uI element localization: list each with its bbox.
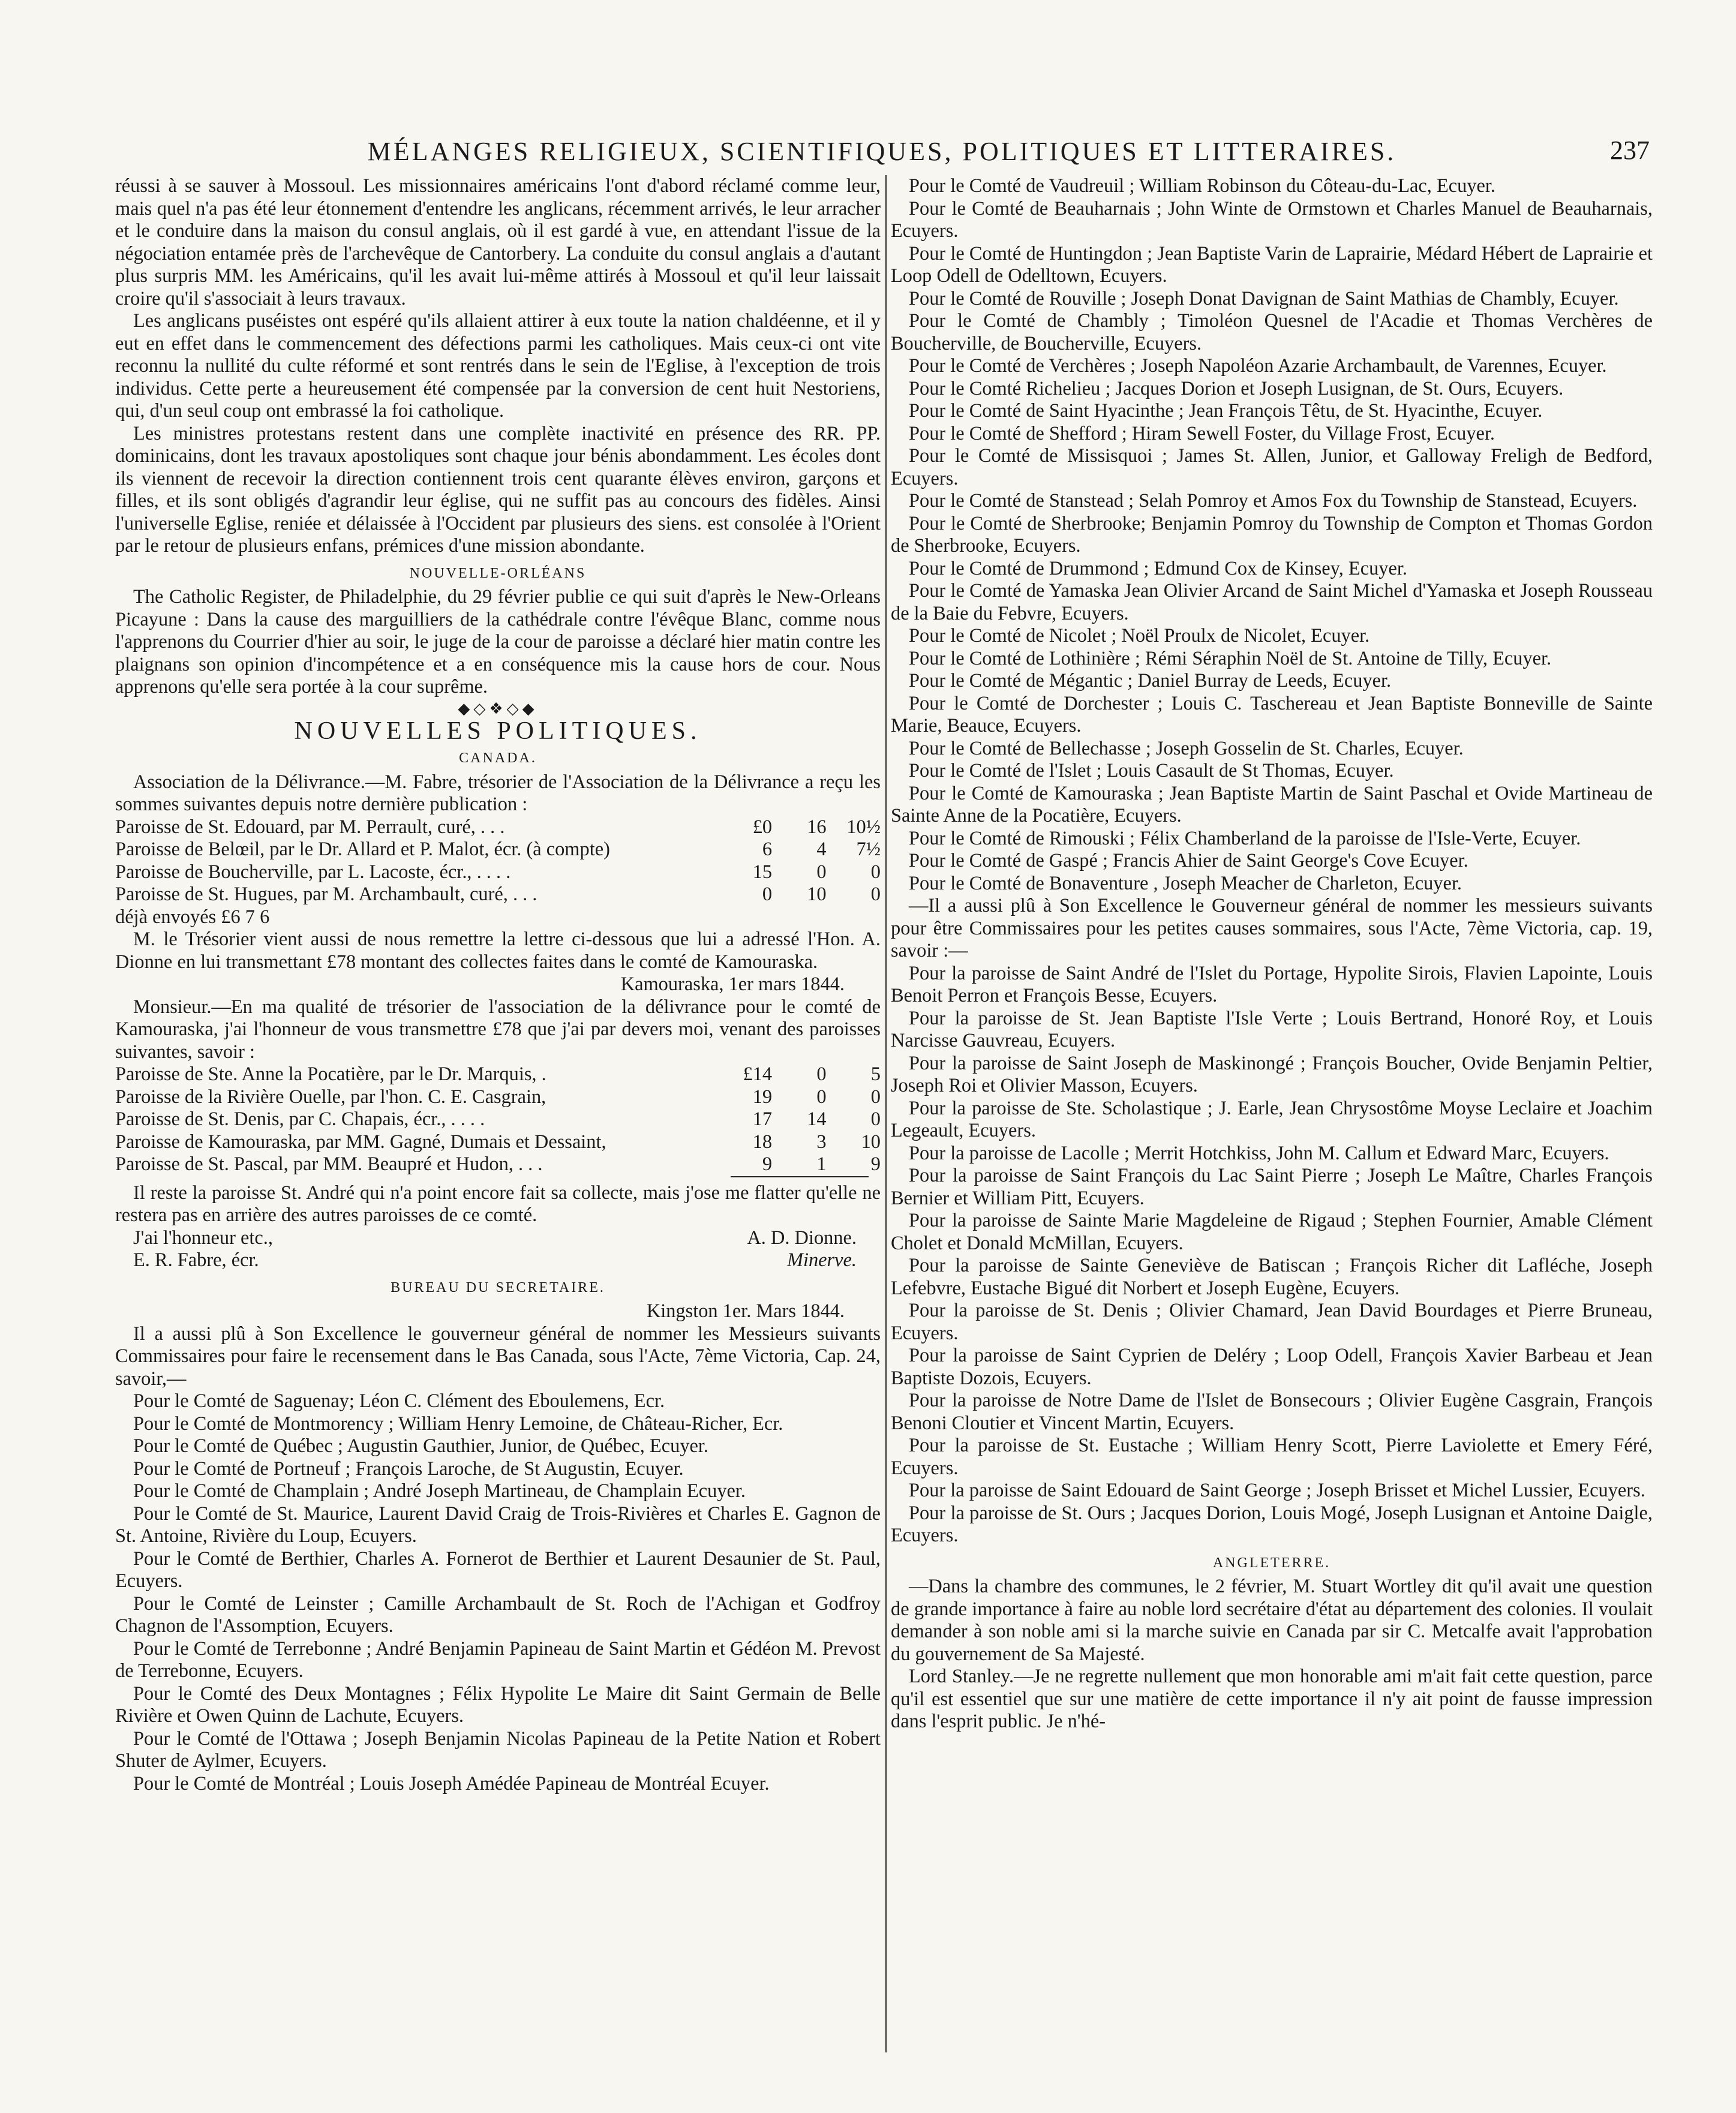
row-label: Paroisse de Boucherville, par L. Lacoste, écr., . . . . [115, 861, 511, 883]
list-item: Pour le Comté de Shefford ; Hiram Sewell Foster, du Village Frost, Ecuyer. [909, 422, 1495, 444]
shillings: 10 [807, 883, 827, 905]
list-item: Pour le Comté de Vaudreuil ; William Robinson du Côteau-du-Lac, Ecuyer. [909, 175, 1496, 197]
list-item: Pour la paroisse de Ste. Scholastique ; J. Earle, Jean Chrysostôme Moyse Leclaire et Joachim Legeault, Ecuyers. [891, 1097, 1653, 1141]
table-row [115, 1063, 881, 1086]
list-item: Pour le Comté de Kamouraska ; Jean Baptiste Martin de Saint Paschal et Ovide Martineau de Sainte Anne de la Pocatière, Ecuyers. [891, 782, 1653, 826]
row-label: Paroisse de Ste. Anne la Pocatière, par le Dr. Marquis, . [115, 1063, 546, 1085]
small-causes-list [891, 963, 1653, 1547]
signature-line [115, 1249, 881, 1272]
row-label: Paroisse de la Rivière Ouelle, par l'hon. C. E. Casgrain, [115, 1086, 546, 1108]
commissioner-list [115, 1390, 881, 1795]
row-label: Paroisse de St. Denis, par C. Chapais, écr., . . . . [115, 1108, 485, 1130]
shillings: 1 [816, 1153, 827, 1175]
list-item: Pour le Comté de Drummond ; Edmund Cox de Kinsey, Ecuyer. [909, 557, 1407, 579]
list-item: Pour le Comté Richelieu ; Jacques Dorion et Joseph Lusignan, de St. Ours, Ecuyers. [909, 377, 1564, 399]
pounds: 6 [762, 838, 773, 860]
pounds: 19 [752, 1086, 773, 1108]
list-item: Pour la paroisse de St. Denis ; Olivier Chamard, Jean David Bourdages et Pierre Bruneau, Ecuyers. [891, 1300, 1653, 1344]
table-row [115, 1108, 881, 1131]
pence: 7½ [856, 838, 881, 860]
list-item: Pour le Comté de Terrebonne ; André Benjamin Papineau de Saint Martin et Gédéon M. Prevost de Terrebonne, Ecuyers. [115, 1637, 881, 1682]
paragraph: Association de la Délivrance.—M. Fabre, trésorier de l'Association de la Délivrance a reçu les sommes suivantes depuis notre dernière publication : [115, 771, 881, 815]
pounds: 17 [752, 1108, 773, 1130]
list-item: Pour le Comté de l'Islet ; Louis Casault de St Thomas, Ecuyer. [909, 760, 1394, 782]
paragraph: The Catholic Register, de Philadelphie, du 29 février publie ce qui suit d'après le New-Orleans Picayune : Dans la cause des marguilliers de la cathédrale contre l'évêque Blanc, comme nous l'apprenons du Courrier d'hier au soir, le juge de la cour de paroisse a déclaré hier matin contre les plaignans son opinion d'incompétence et a en conséquence mis la cause hors de cour. Nous apprenons qu'elle sera portée à la cour suprême. [115, 586, 881, 698]
list-item: Pour le Comté de l'Ottawa ; Joseph Benjamin Nicolas Papineau de la Petite Nation et Robert Shuter de Aylmer, Ecuyers. [115, 1727, 881, 1772]
paragraph: M. le Trésorier vient aussi de nous remettre la lettre ci-dessous que lui a adressé l'Hon. A. Dionne en lui transmettant £78 montant des collectes faites dans le comté de Kamouraska. [115, 928, 881, 973]
pence: 0 [870, 1108, 881, 1130]
commissioner-list [891, 175, 1653, 895]
list-item: Pour la paroisse de St. Ours ; Jacques Dorion, Louis Mogé, Joseph Lusignan et Antoine Daigle, Ecuyers. [891, 1502, 1653, 1546]
row-label: Paroisse de St. Pascal, par MM. Beaupré et Hudon, . . . [115, 1153, 543, 1175]
subscription-table-2 [115, 1063, 881, 1182]
addressee: E. R. Fabre, écr. [133, 1249, 259, 1271]
list-item: Pour le Comté de Montréal ; Louis Joseph Amédée Papineau de Montréal Ecuyer. [133, 1772, 770, 1795]
signature-line [115, 1227, 881, 1250]
list-item: Pour le Comté de Chambly ; Timoléon Quesnel de l'Acadie et Thomas Verchères de Boucherville, de Boucherville, Ecuyers. [891, 310, 1653, 354]
row-label: Paroisse de Belœil, par le Dr. Allard et P. Malot, écr. (à compte) [115, 838, 610, 860]
list-item: Pour le Comté de Champlain ; André Joseph Martineau, de Champlain Ecuyer. [133, 1480, 746, 1502]
table-row [115, 1153, 881, 1176]
pounds: £0 [752, 816, 773, 838]
list-item: Pour le Comté de Missisquoi ; James St. Allen, Junior, et Galloway Freligh de Bedford, Ecuyers. [891, 445, 1653, 489]
list-item: Pour le Comté de Huntingdon ; Jean Baptiste Varin de Laprairie, Médard Hébert de Laprairie et Loop Odell de Odelltown, Ecuyers. [891, 242, 1653, 287]
paragraph: Monsieur.—En ma qualité de trésorier de l'association de la délivrance pour le comté de Kamouraska, j'ai l'honneur de vous transmettre £78 que j'ai par devers moi, venant des paroisses suivantes, savoir : [115, 996, 881, 1063]
left-column [115, 175, 881, 2070]
paragraph: déjà envoyés £6 7 6 [115, 906, 270, 928]
section-title: NOUVELLES POLITIQUES. [294, 717, 702, 745]
list-item: Pour le Comté de Leinster ; Camille Archambault de St. Roch de l'Achigan et Godfroy Chagnon de l'Assomption, Ecuyers. [115, 1592, 881, 1637]
row-label: Paroisse de St. Edouard, par M. Perrault, curé, . . . [115, 816, 505, 838]
list-item: Pour la paroisse de Saint Joseph de Maskinongé ; François Boucher, Ovide Benjamin Peltier, Joseph Roi et Olivier Masson, Ecuyers. [891, 1052, 1653, 1096]
section-heading: NOUVELLE-ORLÉANS [409, 565, 587, 581]
shillings: 14 [807, 1108, 827, 1130]
table-row [115, 816, 881, 839]
list-item: Pour le Comté de Montmorency ; William Henry Lemoine, de Château-Richer, Ecr. [133, 1412, 783, 1435]
list-item: Pour le Comté de Nicolet ; Noël Proulx de Nicolet, Ecuyer. [909, 625, 1370, 647]
paragraph: Il a aussi plû à Son Excellence le gouverneur général de nommer les Messieurs suivants Commissaires pour faire le recensement dans le Bas Canada, sous l'Acte, 7ème Victoria, Cap. 24, savoir,— [115, 1322, 881, 1390]
list-item: Pour la paroisse de Saint Edouard de Saint George ; Joseph Brisset et Michel Lussier, Ecuyers. [909, 1480, 1645, 1501]
list-item: Pour le Comté de Berthier, Charles A. Fornerot de Berthier et Laurent Desaunier de St. Paul, Ecuyers. [115, 1547, 881, 1592]
closing: J'ai l'honneur etc., [133, 1227, 273, 1249]
pence: 10½ [846, 816, 881, 838]
pounds: 0 [762, 883, 773, 905]
section-heading: ANGLETERRE. [1212, 1555, 1331, 1571]
table-row [115, 1086, 881, 1109]
list-item: Pour le Comté de Rimouski ; Félix Chamberland de la paroisse de l'Isle-Verte, Ecuyer. [909, 827, 1581, 849]
pounds: 9 [762, 1153, 773, 1175]
dateline: Kingston 1er. Mars 1844. [646, 1300, 845, 1322]
table-row [115, 861, 881, 884]
right-column [891, 175, 1653, 2070]
paragraph: Lord Stanley.—Je ne regrette nullement que mon honorable ami m'ait fait cette question, parce qu'il est essentiel que sur une matière de cette importance il n'y ait point de fausse impression dans l'esprit public. Je n'hé- [891, 1666, 1653, 1732]
list-item: Pour le Comté de Mégantic ; Daniel Burray de Leeds, Ecuyer. [909, 670, 1392, 692]
list-item: Pour la paroisse de Sainte Geneviève de Batiscan ; François Richer dit Lafléche, Joseph Lefebvre, Eustache Bigué dit Norbert et Joseph Eugène, Ecuyers. [891, 1255, 1653, 1299]
list-item: Pour le Comté de Yamaska Jean Olivier Arcand de Saint Michel d'Yamaska et Joseph Rousseau de la Baie du Febvre, Ecuyers. [891, 580, 1653, 624]
list-item: Pour la paroisse de Saint François du Lac Saint Pierre ; Joseph Le Maître, Charles François Bernier et William Pitt, Ecuyers. [891, 1165, 1653, 1209]
pounds: £14 [743, 1063, 773, 1085]
list-item: Pour le Comté de Verchères ; Joseph Napoléon Azarie Archambault, de Varennes, Ecuyer. [909, 355, 1607, 377]
list-item: Pour le Comté de Dorchester ; Louis C. Taschereau et Jean Baptiste Bonneville de Sainte Marie, Beauce, Ecuyers. [891, 692, 1653, 737]
pence: 5 [870, 1063, 881, 1085]
list-item: Pour le Comté de Sherbrooke; Benjamin Pomroy du Township de Compton et Thomas Gordon de Sherbrooke, Ecuyers. [891, 512, 1653, 557]
section-heading: CANADA. [459, 750, 537, 766]
list-item: Pour le Comté des Deux Montagnes ; Félix Hypolite Le Maire dit Saint Germain de Belle Rivière et Owen Quinn de Lachute, Ecuyers. [115, 1682, 881, 1727]
ornament-divider: ◆◇❖◇◆ [458, 699, 538, 717]
table-row [115, 1131, 881, 1154]
list-item: Pour le Comté de Saguenay; Léon C. Clément des Eboulemens, Ecr. [133, 1390, 665, 1412]
shillings: 0 [816, 1063, 827, 1085]
list-item: Pour le Comté de St. Maurice, Laurent David Craig de Trois-Rivières et Charles E. Gagnon de St. Antoine, Rivière du Loup, Ecuyers. [115, 1502, 881, 1547]
list-item: Pour la paroisse de Saint André de l'Islet du Portage, Hypolite Sirois, Flavien Lapointe, Louis Benoit Perron et François Besse, Ecuyers. [891, 962, 1653, 1006]
paragraph: Les anglicans puséistes ont espéré qu'ils allaient attirer à eux toute la nation chaldéenne, et il y eut en effet dans le commencement des défections parmi les catholiques. Mais ceux-ci ont vite reconnu la nullité du culte réformé et sont rentrés dans le sein de l'Eglise, à l'exception de trois individus. Cette perte a heureusement été compensée par la conversion de cent huit Nestoriens, qui, d'un seul coup ont embrassé la foi catholique. [115, 310, 881, 422]
list-item: Pour le Comté de Beauharnais ; John Winte de Ormstown et Charles Manuel de Beauharnais, Ecuyers. [891, 197, 1653, 242]
source: Minerve. [786, 1249, 857, 1271]
pence: 9 [870, 1153, 881, 1175]
paragraph: réussi à se sauver à Mossoul. Les missionnaires américains l'ont d'abord réclamé comme leur, mais quel n'a pas été leur étonnement d'entendre les anglicans, récemment arrivés, le leur arracher et le conduire dans la maison du consul anglais, où il est gardé à vue, en attendant l'issue de la négociation entamée près de l'archevêque de Cantorbery. La conduite du consul anglais a d'autant plus surpris MM. les Américains, qu'il les avait lui-même attirés à Mossoul et qu'il leur laissait croire qu'il s'associait à leurs travaux. [115, 175, 881, 309]
table-row [115, 838, 881, 861]
section-heading: BUREAU DU SECRETAIRE. [391, 1279, 605, 1296]
list-item: Pour la paroisse de Sainte Marie Magdeleine de Rigaud ; Stephen Fournier, Amable Clément Cholet et Donald McMillan, Ecuyers. [891, 1210, 1653, 1254]
pence: 0 [870, 1086, 881, 1108]
shillings: 3 [816, 1131, 827, 1153]
list-item: Pour la paroisse de Lacolle ; Merrit Hotchkiss, John M. Callum et Edward Marc, Ecuyers. [909, 1142, 1609, 1164]
shillings: 0 [816, 1086, 827, 1108]
list-item: Pour le Comté de Bonaventure , Joseph Meacher de Charleton, Ecuyer. [909, 872, 1462, 894]
row-label: Paroisse de Kamouraska, par MM. Gagné, Dumais et Dessaint, [115, 1131, 606, 1153]
page-header [114, 125, 1650, 167]
list-item: Pour le Comté de Rouville ; Joseph Donat Davignan de Saint Mathias de Chambly, Ecuyer. [909, 287, 1619, 309]
paragraph: —Il a aussi plû à Son Excellence le Gouverneur général de nommer les messieurs suivants pour être Commissaires pour les petites causes sommaires, sous l'Acte, 7ème Victoria, cap. 19, savoir :— [891, 895, 1653, 961]
list-item: Pour la paroisse de Saint Cyprien de Deléry ; Loop Odell, François Xavier Barbeau et Jean Baptiste Dozois, Ecuyers. [891, 1345, 1653, 1389]
signatory: A. D. Dionne. [747, 1227, 857, 1249]
pence: 0 [870, 861, 881, 883]
table-row [115, 883, 881, 906]
list-item: Pour la paroisse de St. Eustache ; William Henry Scott, Pierre Laviolette et Emery Féré, Ecuyers. [891, 1435, 1653, 1479]
pounds: 18 [752, 1131, 773, 1153]
list-item: Pour la paroisse de St. Jean Baptiste l'Isle Verte ; Louis Bertrand, Honoré Roy, et Louis Narcisse Gauvreau, Ecuyers. [891, 1007, 1653, 1051]
list-item: Pour le Comté de Gaspé ; Francis Ahier de Saint George's Cove Ecuyer. [909, 850, 1468, 871]
total-rule [731, 1176, 869, 1182]
pence: 0 [870, 883, 881, 905]
list-item: Pour le Comté de Lothinière ; Rémi Séraphin Noël de St. Antoine de Tilly, Ecuyer. [909, 647, 1552, 669]
list-item: Pour le Comté de Stanstead ; Selah Pomroy et Amos Fox du Township de Stanstead, Ecuyers. [909, 490, 1638, 512]
list-item: Pour le Comté de Portneuf ; François Laroche, de St Augustin, Ecuyer. [133, 1457, 684, 1480]
paragraph: Les ministres protestans restent dans une complète inactivité en présence des RR. PP. dominicains, dont les travaux apostoliques sont chaque jour bénis abondamment. Les écoles dont ils viennent de recevoir la direction contiennent trois cent quarante élèves environ, garçons et filles, et ils sont obligés d'agrandir leur église, qui ne suffit pas au concours des fidèles. Ainsi l'universelle Eglise, reniée et délaissée à l'Occident par plusieurs des siens. est consolée à l'Orient par le retour de plusieurs enfans, prémices d'une mission abondante. [115, 422, 881, 557]
list-item: Pour la paroisse de Notre Dame de l'Islet de Bonsecours ; Olivier Eugène Casgrain, François Benoni Cloutier et Vincent Martin, Ecuyers. [891, 1390, 1653, 1434]
dateline: Kamouraska, 1er mars 1844. [620, 973, 845, 995]
running-title: MÉLANGES RELIGIEUX, SCIENTIFIQUES, POLITIQUES ET LITTERAIRES. [367, 137, 1396, 166]
subscription-table-1 [115, 816, 881, 906]
paragraph: Il reste la paroisse St. André qui n'a point encore fait sa collecte, mais j'ose me flatter qu'elle ne restera pas en arrière des autres paroisses de ce comté. [115, 1182, 881, 1226]
column-divider [885, 175, 887, 2052]
shillings: 0 [816, 861, 827, 883]
list-item: Pour le Comté de Bellechasse ; Joseph Gosselin de St. Charles, Ecuyer. [909, 737, 1464, 759]
shillings: 4 [816, 838, 827, 860]
paragraph: —Dans la chambre des communes, le 2 février, M. Stuart Wortley dit qu'il avait une question de grande importance à faire au noble lord secrétaire d'état au département des colonies. Il voulait demander à son noble ami si la marche suivie en Canada par sir C. Metcalfe avait l'approbation du gouvernement de Sa Majesté. [891, 1576, 1653, 1665]
pence: 10 [861, 1131, 881, 1153]
pounds: 15 [752, 861, 773, 883]
list-item: Pour le Comté de Québec ; Augustin Gauthier, Junior, de Québec, Ecuyer. [133, 1435, 708, 1457]
row-label: Paroisse de St. Hugues, par M. Archambault, curé, . . . [115, 883, 537, 905]
list-item: Pour le Comté de Saint Hyacinthe ; Jean François Têtu, de St. Hyacinthe, Ecuyer. [909, 400, 1543, 422]
page-number: 237 [1610, 136, 1650, 165]
shillings: 16 [807, 816, 827, 838]
